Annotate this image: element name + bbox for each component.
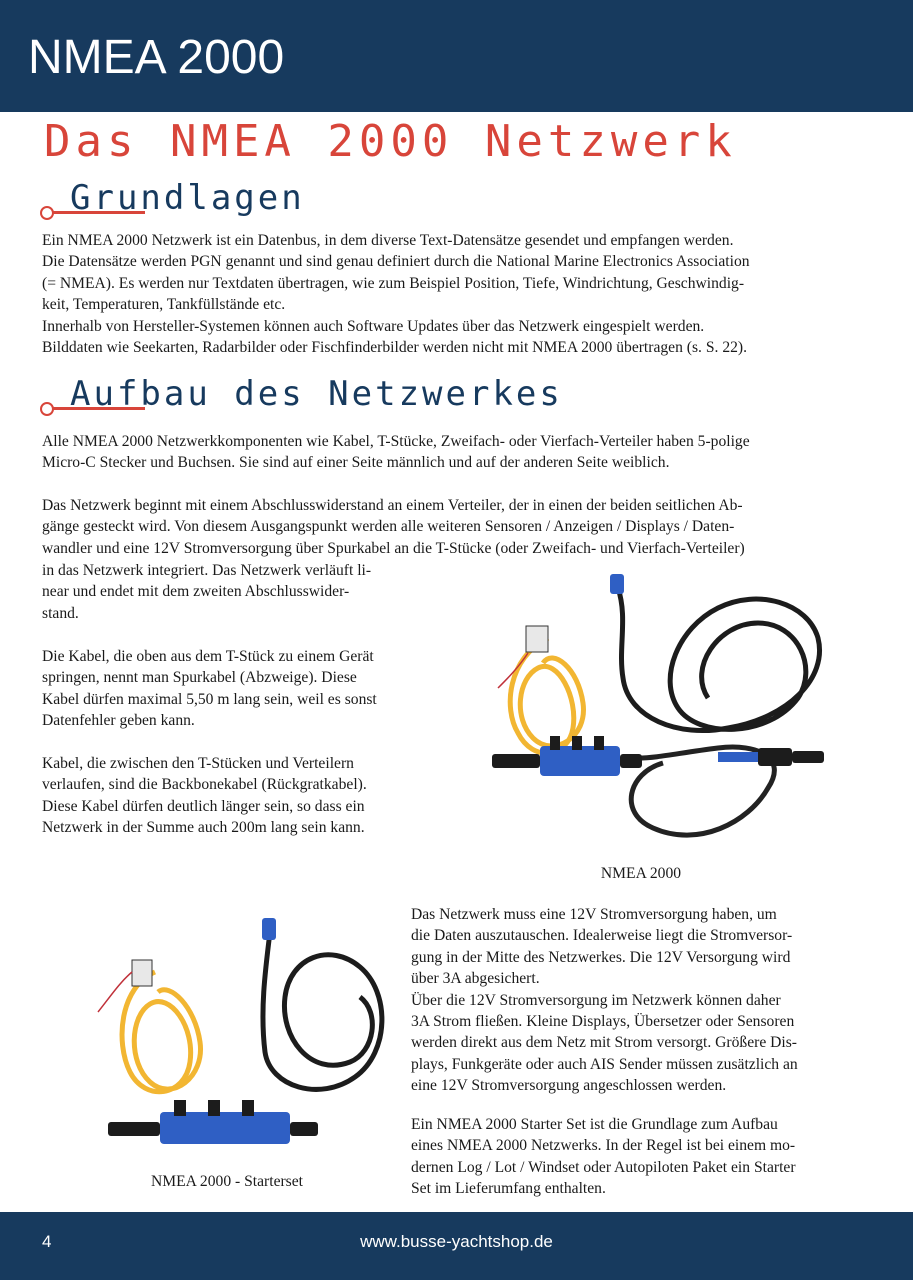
power-tap-block (132, 960, 152, 986)
backbone-cable-coil (618, 588, 820, 731)
text-line: über 3A abgesichert. (411, 970, 540, 988)
text-line: Die Kabel, die oben aus dem T-Stück zu einem Gerät (42, 648, 374, 665)
figure-caption-starterset: NMEA 2000 - Starterset (150, 1173, 304, 1190)
power-tap-block (526, 626, 548, 652)
text-line: werden direkt aus dem Netz mit Strom versorgt. Größere Dis- (411, 1034, 797, 1052)
text-line: Netzwerk in der Summe auch 200m lang sein kann. (42, 819, 365, 837)
terminator-plug (108, 1122, 160, 1136)
nmea2000-starterset-photo (90, 912, 400, 1172)
text-line: (= NMEA). Es werden nur Textdaten übertragen, wie zum Beispiel Position, Tiefe, Windrichtung, Geschwindig- (42, 274, 745, 292)
text-line: Die Datensätze werden PGN genannt und sind genau definiert durch die National Marine Electronics Association (42, 253, 750, 271)
text-line: eine 12V Stromversorgung angeschlossen werden. (411, 1077, 727, 1095)
t-piece-port (550, 736, 560, 750)
figure-caption-network: NMEA 2000 (600, 865, 682, 882)
terminator-plug (290, 1122, 318, 1136)
aufbau-linear-paragraph (42, 560, 442, 624)
blue-connector (262, 918, 276, 940)
t-piece-block (540, 746, 620, 776)
text-line: Das Netzwerk beginnt mit einem Abschlusswiderstand an einem Verteiler, der in einen der beiden seitlichen Ab- (42, 497, 743, 514)
t-piece-port (174, 1100, 186, 1116)
text-line: dernen Log / Lot / Windset oder Autopiloten Paket ein Starter (411, 1158, 796, 1176)
section-heading-aufbau (40, 374, 660, 432)
t-piece-port (242, 1100, 254, 1116)
blue-connector (610, 574, 624, 594)
spur-cable-coil (510, 638, 583, 753)
t-piece-port (594, 736, 604, 750)
page-title: Das NMEA 2000 Netzwerk (44, 116, 737, 167)
power-paragraph (411, 904, 881, 1097)
backbone-cable-coil (263, 932, 382, 1089)
terminator-plug (492, 754, 540, 768)
website-link[interactable]: www.busse-yachtshop.de (360, 1232, 553, 1251)
text-line: in das Netzwerk integriert. Das Netzwerk verläuft li- (42, 562, 372, 579)
backbone-paragraph (42, 753, 442, 839)
grundlagen-paragraph (42, 230, 882, 358)
text-line: stand. (42, 604, 79, 622)
page-number: 4 (42, 1232, 52, 1251)
circle-bullet-icon (40, 206, 54, 220)
text-line: Alle NMEA 2000 Netzwerkkomponenten wie Kabel, T-Stücke, Zweifach- oder Vierfach-Verteiler haben 5-polige (42, 433, 750, 450)
section-heading-grundlagen (40, 178, 440, 236)
circle-bullet-icon (40, 402, 54, 416)
text-line: Bilddaten wie Seekarten, Radarbilder oder Fischfinderbilder werden nicht mit NMEA 2000 übertragen (s. S. 22). (42, 339, 748, 357)
aufbau-start-paragraph (42, 495, 882, 559)
section-title-aufbau: Aufbau des Netzwerkes (70, 374, 563, 414)
header-title: NMEA 2000 (28, 31, 285, 84)
text-line: wandler und eine 12V Stromversorgung über Spurkabel an die T-Stücke (oder Zweifach- und Vierfach-Verteiler) (42, 539, 745, 557)
text-line: Das Netzwerk muss eine 12V Stromversorgung haben, um (411, 906, 777, 923)
text-line: gänge gesteckt wird. Von diesem Ausgangspunkt werden alle weiteren Sensoren / Anzeigen / Displays / Daten- (42, 518, 735, 536)
text-line: Ein NMEA 2000 Netzwerk ist ein Datenbus, in dem diverse Text-Datensätze gesendet und empfangen werden. (42, 232, 734, 249)
text-line: Diese Kabel dürfen deutlich länger sein, so dass ein (42, 797, 365, 815)
starterset-paragraph (411, 1114, 881, 1200)
text-line: Innerhalb von Hersteller-Systemen können auch Software Updates über das Netzwerk eingespielt werden. (42, 317, 705, 335)
aufbau-intro-paragraph (42, 431, 882, 474)
text-line: verlaufen, sind die Backbonekabel (Rückgratkabel). (42, 776, 367, 794)
text-line: plays, Funkgeräte oder auch AIS Sender müssen zusätzlich an (411, 1055, 798, 1073)
text-line: Datenfehler geben kann. (42, 712, 195, 730)
text-line: near und endet mit dem zweiten Abschlusswider- (42, 583, 350, 601)
text-line: eines NMEA 2000 Netzwerks. In der Regel ist bei einem mo- (411, 1137, 796, 1155)
text-line: springen, nennt man Spurkabel (Abzweige). Diese (42, 669, 357, 687)
t-piece-port (208, 1100, 220, 1116)
text-line: Ein NMEA 2000 Starter Set ist die Grundlage zum Aufbau (411, 1116, 778, 1133)
text-line: Kabel dürfen maximal 5,50 m lang sein, weil es sonst (42, 690, 377, 708)
t-piece-port (572, 736, 582, 750)
text-line: gung in der Mitte des Netzwerkes. Die 12V Versorgung wird (411, 948, 791, 966)
nmea2000-network-photo (478, 568, 838, 868)
t-connector (758, 748, 792, 766)
text-line: die Daten auszutauschen. Idealerweise liegt die Stromversor- (411, 927, 793, 945)
blue-cable-segment (718, 752, 758, 762)
t-piece-block (160, 1112, 290, 1144)
spur-cable-coil (122, 972, 200, 1092)
text-line: Kabel, die zwischen den T-Stücken und Verteilern (42, 755, 354, 772)
text-line: Micro-C Stecker und Buchsen. Sie sind auf einer Seite männlich und auf der anderen Seite weiblich. (42, 454, 670, 472)
text-line: keit, Temperaturen, Tankfüllstände etc. (42, 296, 286, 314)
text-line: Über die 12V Stromversorgung im Netzwerk können daher (411, 991, 781, 1009)
text-line: 3A Strom fließen. Kleine Displays, Übersetzer oder Sensoren (411, 1013, 795, 1031)
text-line: Set im Lieferumfang enthalten. (411, 1180, 606, 1198)
terminator-plug (792, 751, 824, 763)
spurkabel-paragraph (42, 646, 442, 732)
section-title-grundlagen: Grundlagen (70, 178, 305, 218)
terminator-plug (620, 754, 642, 768)
